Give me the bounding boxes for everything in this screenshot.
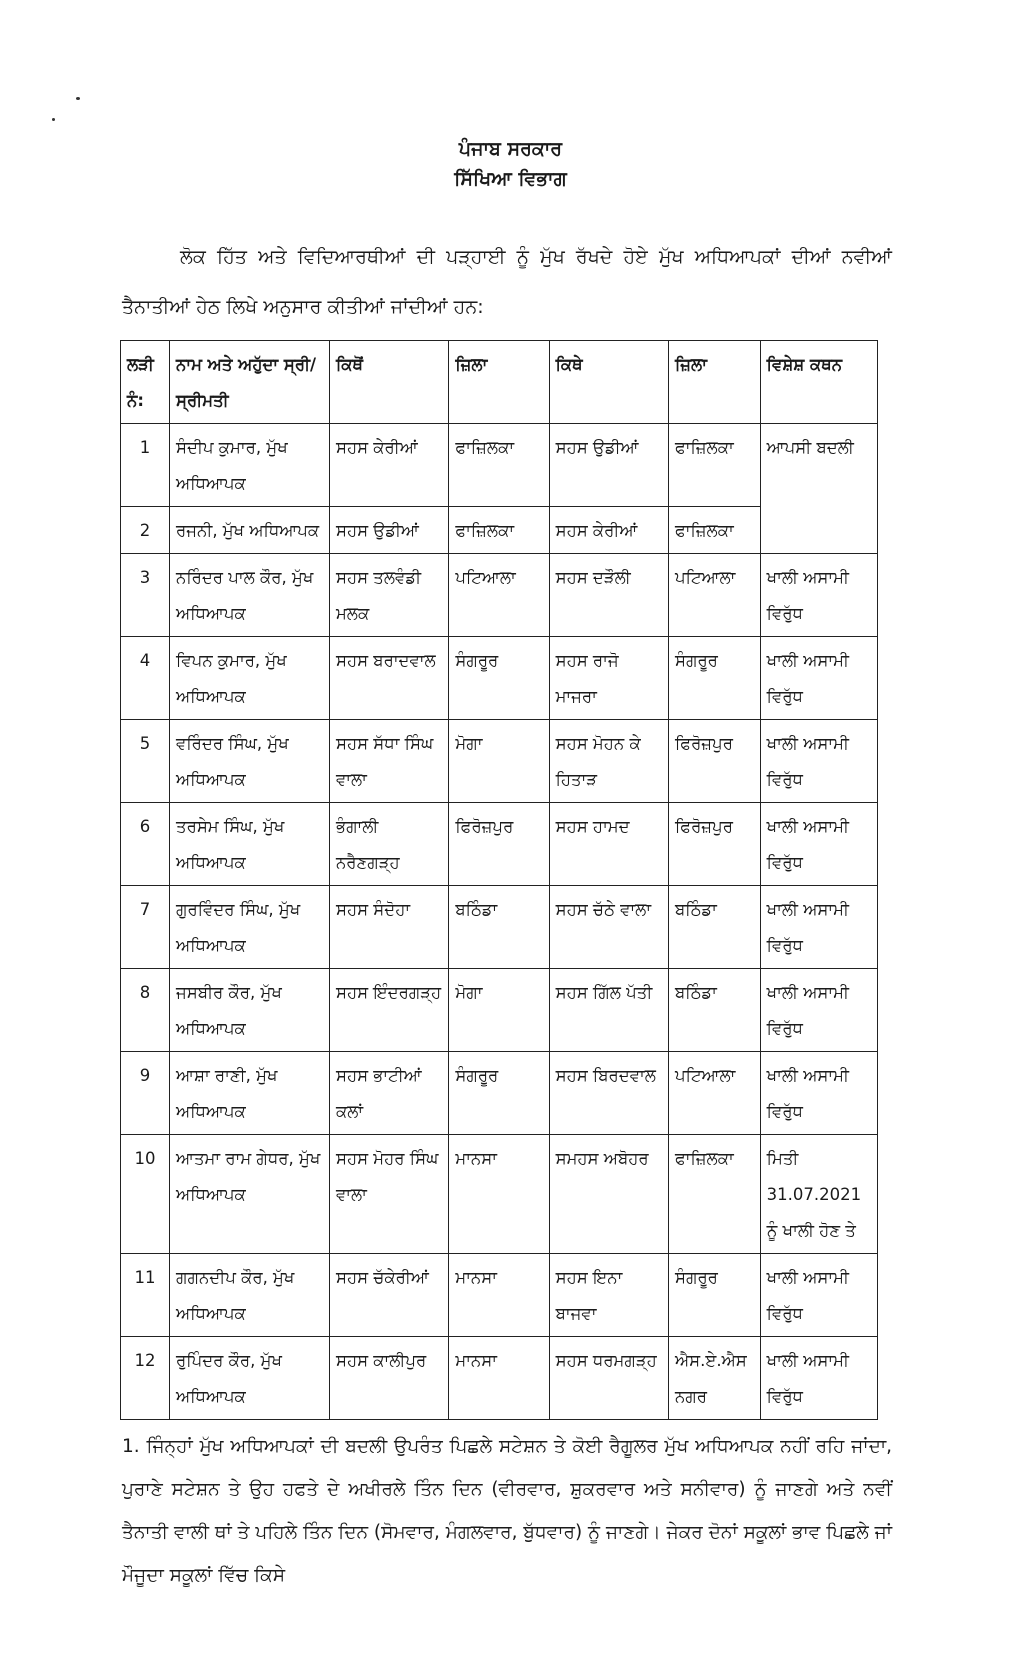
table-row xyxy=(121,1135,878,1254)
col-name: ਨਾਮ ਅਤੇ ਅਹੁੱਦਾ ਸ੍ਰੀ/ਸ੍ਰੀਮਤੀ xyxy=(170,341,330,424)
cell-name: ਜਸਬੀਰ ਕੌਰ, ਮੁੱਖ ਅਧਿਆਪਕ xyxy=(170,969,330,1052)
cell-serial: 3 xyxy=(121,554,170,637)
cell-to-district: ਬਠਿੰਡਾ xyxy=(668,969,760,1052)
cell-from: ਸਹਸ ਭਾਟੀਆਂ ਕਲਾਂ xyxy=(329,1052,448,1135)
cell-from-district: ਸੰਗਰੂਰ xyxy=(449,637,549,720)
cell-from: ਸਹਸ ਕੇਰੀਆਂ xyxy=(329,424,448,507)
table-row xyxy=(121,969,878,1052)
cell-to-district: ਬਠਿੰਡਾ xyxy=(668,886,760,969)
cell-serial: 10 xyxy=(121,1135,170,1254)
cell-name: ਰਜਨੀ, ਮੁੱਖ ਅਧਿਆਪਕ xyxy=(170,507,330,554)
cell-name: ਵਿਪਨ ਕੁਮਾਰ, ਮੁੱਖ ਅਧਿਆਪਕ xyxy=(170,637,330,720)
cell-from: ਸਹਸ ਮੋਹਰ ਸਿੰਘ ਵਾਲਾ xyxy=(329,1135,448,1254)
cell-to-district: ਫਾਜ਼ਿਲਕਾ xyxy=(668,507,760,554)
cell-name: ਆਸ਼ਾ ਰਾਣੀ, ਮੁੱਖ ਅਧਿਆਪਕ xyxy=(170,1052,330,1135)
cell-name: ਰੁਪਿੰਦਰ ਕੌਰ, ਮੁੱਖ ਅਧਿਆਪਕ xyxy=(170,1337,330,1420)
cell-remarks: ਖਾਲੀ ਅਸਾਮੀ ਵਿਰੁੱਧ xyxy=(760,1052,877,1135)
table-row xyxy=(121,1337,878,1420)
cell-to-district: ਪਟਿਆਲਾ xyxy=(668,554,760,637)
cell-from: ਸਹਸ ਸੱਧਾ ਸਿੰਘ ਵਾਲਾ xyxy=(329,720,448,803)
table-row xyxy=(121,720,878,803)
cell-from-district: ਫਿਰੋਜ਼ਪੁਰ xyxy=(449,803,549,886)
cell-to-district: ਐਸ.ਏ.ਐਸ ਨਗਰ xyxy=(668,1337,760,1420)
cell-serial: 9 xyxy=(121,1052,170,1135)
cell-serial: 1 xyxy=(121,424,170,507)
cell-from: ਸਹਸ ਬਰਾਦਵਾਲ xyxy=(329,637,448,720)
cell-name: ਆਤਮਾ ਰਾਮ ਗੇਧਰ, ਮੁੱਖ ਅਧਿਆਪਕ xyxy=(170,1135,330,1254)
cell-from-district: ਮਾਨਸਾ xyxy=(449,1254,549,1337)
transfer-table xyxy=(120,340,878,1420)
cell-to: ਸਹਸ ਮੋਹਨ ਕੇ ਹਿਤਾੜ xyxy=(549,720,668,803)
cell-to: ਸਹਸ ਧਰਮਗੜ੍ਹ xyxy=(549,1337,668,1420)
cell-to-district: ਸੰਗਰੂਰ xyxy=(668,637,760,720)
cell-serial: 8 xyxy=(121,969,170,1052)
cell-from-district: ਪਟਿਆਲਾ xyxy=(449,554,549,637)
cell-from: ਭੰਗਾਲੀ ਨਰੈਣਗੜ੍ਹ xyxy=(329,803,448,886)
cell-to-district: ਫਿਰੋਜ਼ਪੁਰ xyxy=(668,720,760,803)
cell-remarks: ਖਾਲੀ ਅਸਾਮੀ ਵਿਰੁੱਧ xyxy=(760,637,877,720)
cell-to: ਸਹਸ ਕੇਰੀਆਂ xyxy=(549,507,668,554)
col-from: ਕਿਥੋਂ xyxy=(329,341,448,424)
cell-to: ਸਹਸ ਹਾਮਦ xyxy=(549,803,668,886)
footer-paragraph: 1. ਜਿੰਨ੍ਹਾਂ ਮੁੱਖ ਅਧਿਆਪਕਾਂ ਦੀ ਬਦਲੀ ਉਪਰੰਤ ਪਿਛਲੇ ਸਟੇਸ਼ਨ ਤੇ ਕੋਈ ਰੈਗੂਲਰ ਮੁੱਖ ਅਧਿਆਪਕ ਨਹੀਂ ਰਹਿ ਜਾਂਦਾ, ਪੁਰਾਣੇ ਸਟੇਸ਼ਨ ਤੇ ਉਹ ਹਫਤੇ ਦੇ ਅਖੀਰਲੇ ਤਿੰਨ ਦਿਨ (ਵੀਰਵਾਰ, ਸ਼ੁਕਰਵਾਰ ਅਤੇ ਸਨੀਵਾਰ) ਨੂੰ ਜਾਣਗੇ ਅਤੇ ਨਵੀਂ ਤੈਨਾਤੀ ਵਾਲੀ ਥਾਂ ਤੇ ਪਹਿਲੇ ਤਿੰਨ ਦਿਨ (ਸੋਮਵਾਰ, ਮੰਗਲਵਾਰ, ਬੁੱਧਵਾਰ) ਨੂੰ ਜਾਣਗੇ। ਜੇਕਰ ਦੋਨਾਂ ਸਕੂਲਾਂ ਭਾਵ ਪਿਛਲੇ ਜਾਂ ਮੌਜੂਦਾ ਸਕੂਲਾਂ ਵਿੱਚ ਕਿਸੇ xyxy=(122,1436,892,1586)
cell-to-district: ਸੰਗਰੂਰ xyxy=(668,1254,760,1337)
cell-from: ਸਹਸ ਸੰਦੋਹਾ xyxy=(329,886,448,969)
cell-to: ਸਹਸ ਬਿਰਦਵਾਲ xyxy=(549,1052,668,1135)
cell-to-district: ਫਾਜ਼ਿਲਕਾ xyxy=(668,424,760,507)
cell-from-district: ਮਾਨਸਾ xyxy=(449,1337,549,1420)
cell-name: ਗੁਰਵਿੰਦਰ ਸਿੰਘ, ਮੁੱਖ ਅਧਿਆਪਕ xyxy=(170,886,330,969)
cell-from-district: ਮੋਗਾ xyxy=(449,969,549,1052)
header-government: ਪੰਜਾਬ ਸਰਕਾਰ xyxy=(458,138,563,160)
table-header-row xyxy=(121,341,878,424)
cell-from-district: ਬਠਿੰਡਾ xyxy=(449,886,549,969)
cell-name: ਸੰਦੀਪ ਕੁਮਾਰ, ਮੁੱਖ ਅਧਿਆਪਕ xyxy=(170,424,330,507)
table-row xyxy=(121,554,878,637)
cell-remarks: ਖਾਲੀ ਅਸਾਮੀ ਵਿਰੁੱਧ xyxy=(760,554,877,637)
cell-remarks: ਖਾਲੀ ਅਸਾਮੀ ਵਿਰੁੱਧ xyxy=(760,1254,877,1337)
cell-from-district: ਮੋਗਾ xyxy=(449,720,549,803)
cell-remarks: ਮਿਤੀ 31.07.2021 ਨੂੰ ਖਾਲੀ ਹੋਣ ਤੇ xyxy=(760,1135,877,1254)
table-row xyxy=(121,803,878,886)
cell-serial: 5 xyxy=(121,720,170,803)
cell-to: ਸਹਸ ਇਨਾ ਬਾਜਵਾ xyxy=(549,1254,668,1337)
cell-from-district: ਮਾਨਸਾ xyxy=(449,1135,549,1254)
cell-from: ਸਹਸ ਇੰਦਰਗੜ੍ਹ xyxy=(329,969,448,1052)
scan-speck xyxy=(52,118,55,121)
col-from-district: ਜ਼ਿਲਾ xyxy=(449,341,549,424)
cell-remarks: ਖਾਲੀ ਅਸਾਮੀ ਵਿਰੁੱਧ xyxy=(760,1337,877,1420)
table-row xyxy=(121,424,878,507)
cell-serial: 11 xyxy=(121,1254,170,1337)
cell-name: ਤਰਸੇਮ ਸਿੰਘ, ਮੁੱਖ ਅਧਿਆਪਕ xyxy=(170,803,330,886)
cell-to: ਸਹਸ ਗਿੱਲ ਪੱਤੀ xyxy=(549,969,668,1052)
cell-name: ਨਰਿੰਦਰ ਪਾਲ ਕੌਰ, ਮੁੱਖ ਅਧਿਆਪਕ xyxy=(170,554,330,637)
cell-remarks: ਆਪਸੀ ਬਦਲੀ xyxy=(760,424,877,554)
cell-to-district: ਫਿਰੋਜ਼ਪੁਰ xyxy=(668,803,760,886)
cell-from: ਸਹਸ ਚੱਕੇਰੀਆਂ xyxy=(329,1254,448,1337)
cell-remarks: ਖਾਲੀ ਅਸਾਮੀ ਵਿਰੁੱਧ xyxy=(760,803,877,886)
col-serial: ਲੜੀ ਨੰ: xyxy=(121,341,170,424)
cell-serial: 6 xyxy=(121,803,170,886)
cell-serial: 12 xyxy=(121,1337,170,1420)
cell-remarks: ਖਾਲੀ ਅਸਾਮੀ ਵਿਰੁੱਧ xyxy=(760,969,877,1052)
table-row xyxy=(121,637,878,720)
col-to: ਕਿਥੇ xyxy=(549,341,668,424)
cell-to-district: ਪਟਿਆਲਾ xyxy=(668,1052,760,1135)
cell-serial: 7 xyxy=(121,886,170,969)
cell-from: ਸਹਸ ਤਲਵੰਡੀ ਮਲਕ xyxy=(329,554,448,637)
cell-to: ਸਹਸ ਦੜੌਲੀ xyxy=(549,554,668,637)
cell-to: ਸਹਸ ਚੱਠੇ ਵਾਲਾ xyxy=(549,886,668,969)
cell-serial: 2 xyxy=(121,507,170,554)
cell-to: ਸਹਸ ਉਡੀਆਂ xyxy=(549,424,668,507)
cell-remarks: ਖਾਲੀ ਅਸਾਮੀ ਵਿਰੁੱਧ xyxy=(760,886,877,969)
cell-from: ਸਹਸ ਉਡੀਆਂ xyxy=(329,507,448,554)
col-to-district: ਜ਼ਿਲਾ xyxy=(668,341,760,424)
col-remarks: ਵਿਸ਼ੇਸ਼ ਕਥਨ xyxy=(760,341,877,424)
scan-speck xyxy=(76,97,80,100)
intro-paragraph: ਲੋਕ ਹਿੱਤ ਅਤੇ ਵਿਦਿਆਰਥੀਆਂ ਦੀ ਪੜ੍ਹਾਈ ਨੂੰ ਮੁੱਖ ਰੱਖਦੇ ਹੋਏ ਮੁੱਖ ਅਧਿਆਪਕਾਂ ਦੀਆਂ ਨਵੀਆਂ ਤੈਨਾਤੀਆਂ ਹੇਠ ਲਿਖੇ ਅਨੁਸਾਰ ਕੀਤੀਆਂ ਜਾਂਦੀਆਂ ਹਨ: xyxy=(122,246,892,318)
table-row xyxy=(121,1254,878,1337)
cell-from-district: ਸੰਗਰੂਰ xyxy=(449,1052,549,1135)
table-row xyxy=(121,886,878,969)
cell-serial: 4 xyxy=(121,637,170,720)
table-row xyxy=(121,1052,878,1135)
cell-name: ਗਗਨਦੀਪ ਕੌਰ, ਮੁੱਖ ਅਧਿਆਪਕ xyxy=(170,1254,330,1337)
cell-to-district: ਫਾਜ਼ਿਲਕਾ xyxy=(668,1135,760,1254)
cell-from: ਸਹਸ ਕਾਲੀਪੁਰ xyxy=(329,1337,448,1420)
cell-to: ਸਮਹਸ ਅਬੋਹਰ xyxy=(549,1135,668,1254)
cell-name: ਵਰਿੰਦਰ ਸਿੰਘ, ਮੁੱਖ ਅਧਿਆਪਕ xyxy=(170,720,330,803)
cell-from-district: ਫਾਜ਼ਿਲਕਾ xyxy=(449,507,549,554)
cell-remarks: ਖਾਲੀ ਅਸਾਮੀ ਵਿਰੁੱਧ xyxy=(760,720,877,803)
cell-to: ਸਹਸ ਰਾਜੋ ਮਾਜਰਾ xyxy=(549,637,668,720)
cell-from-district: ਫਾਜ਼ਿਲਕਾ xyxy=(449,424,549,507)
header-department: ਸਿੱਖਿਆ ਵਿਭਾਗ xyxy=(454,168,567,190)
